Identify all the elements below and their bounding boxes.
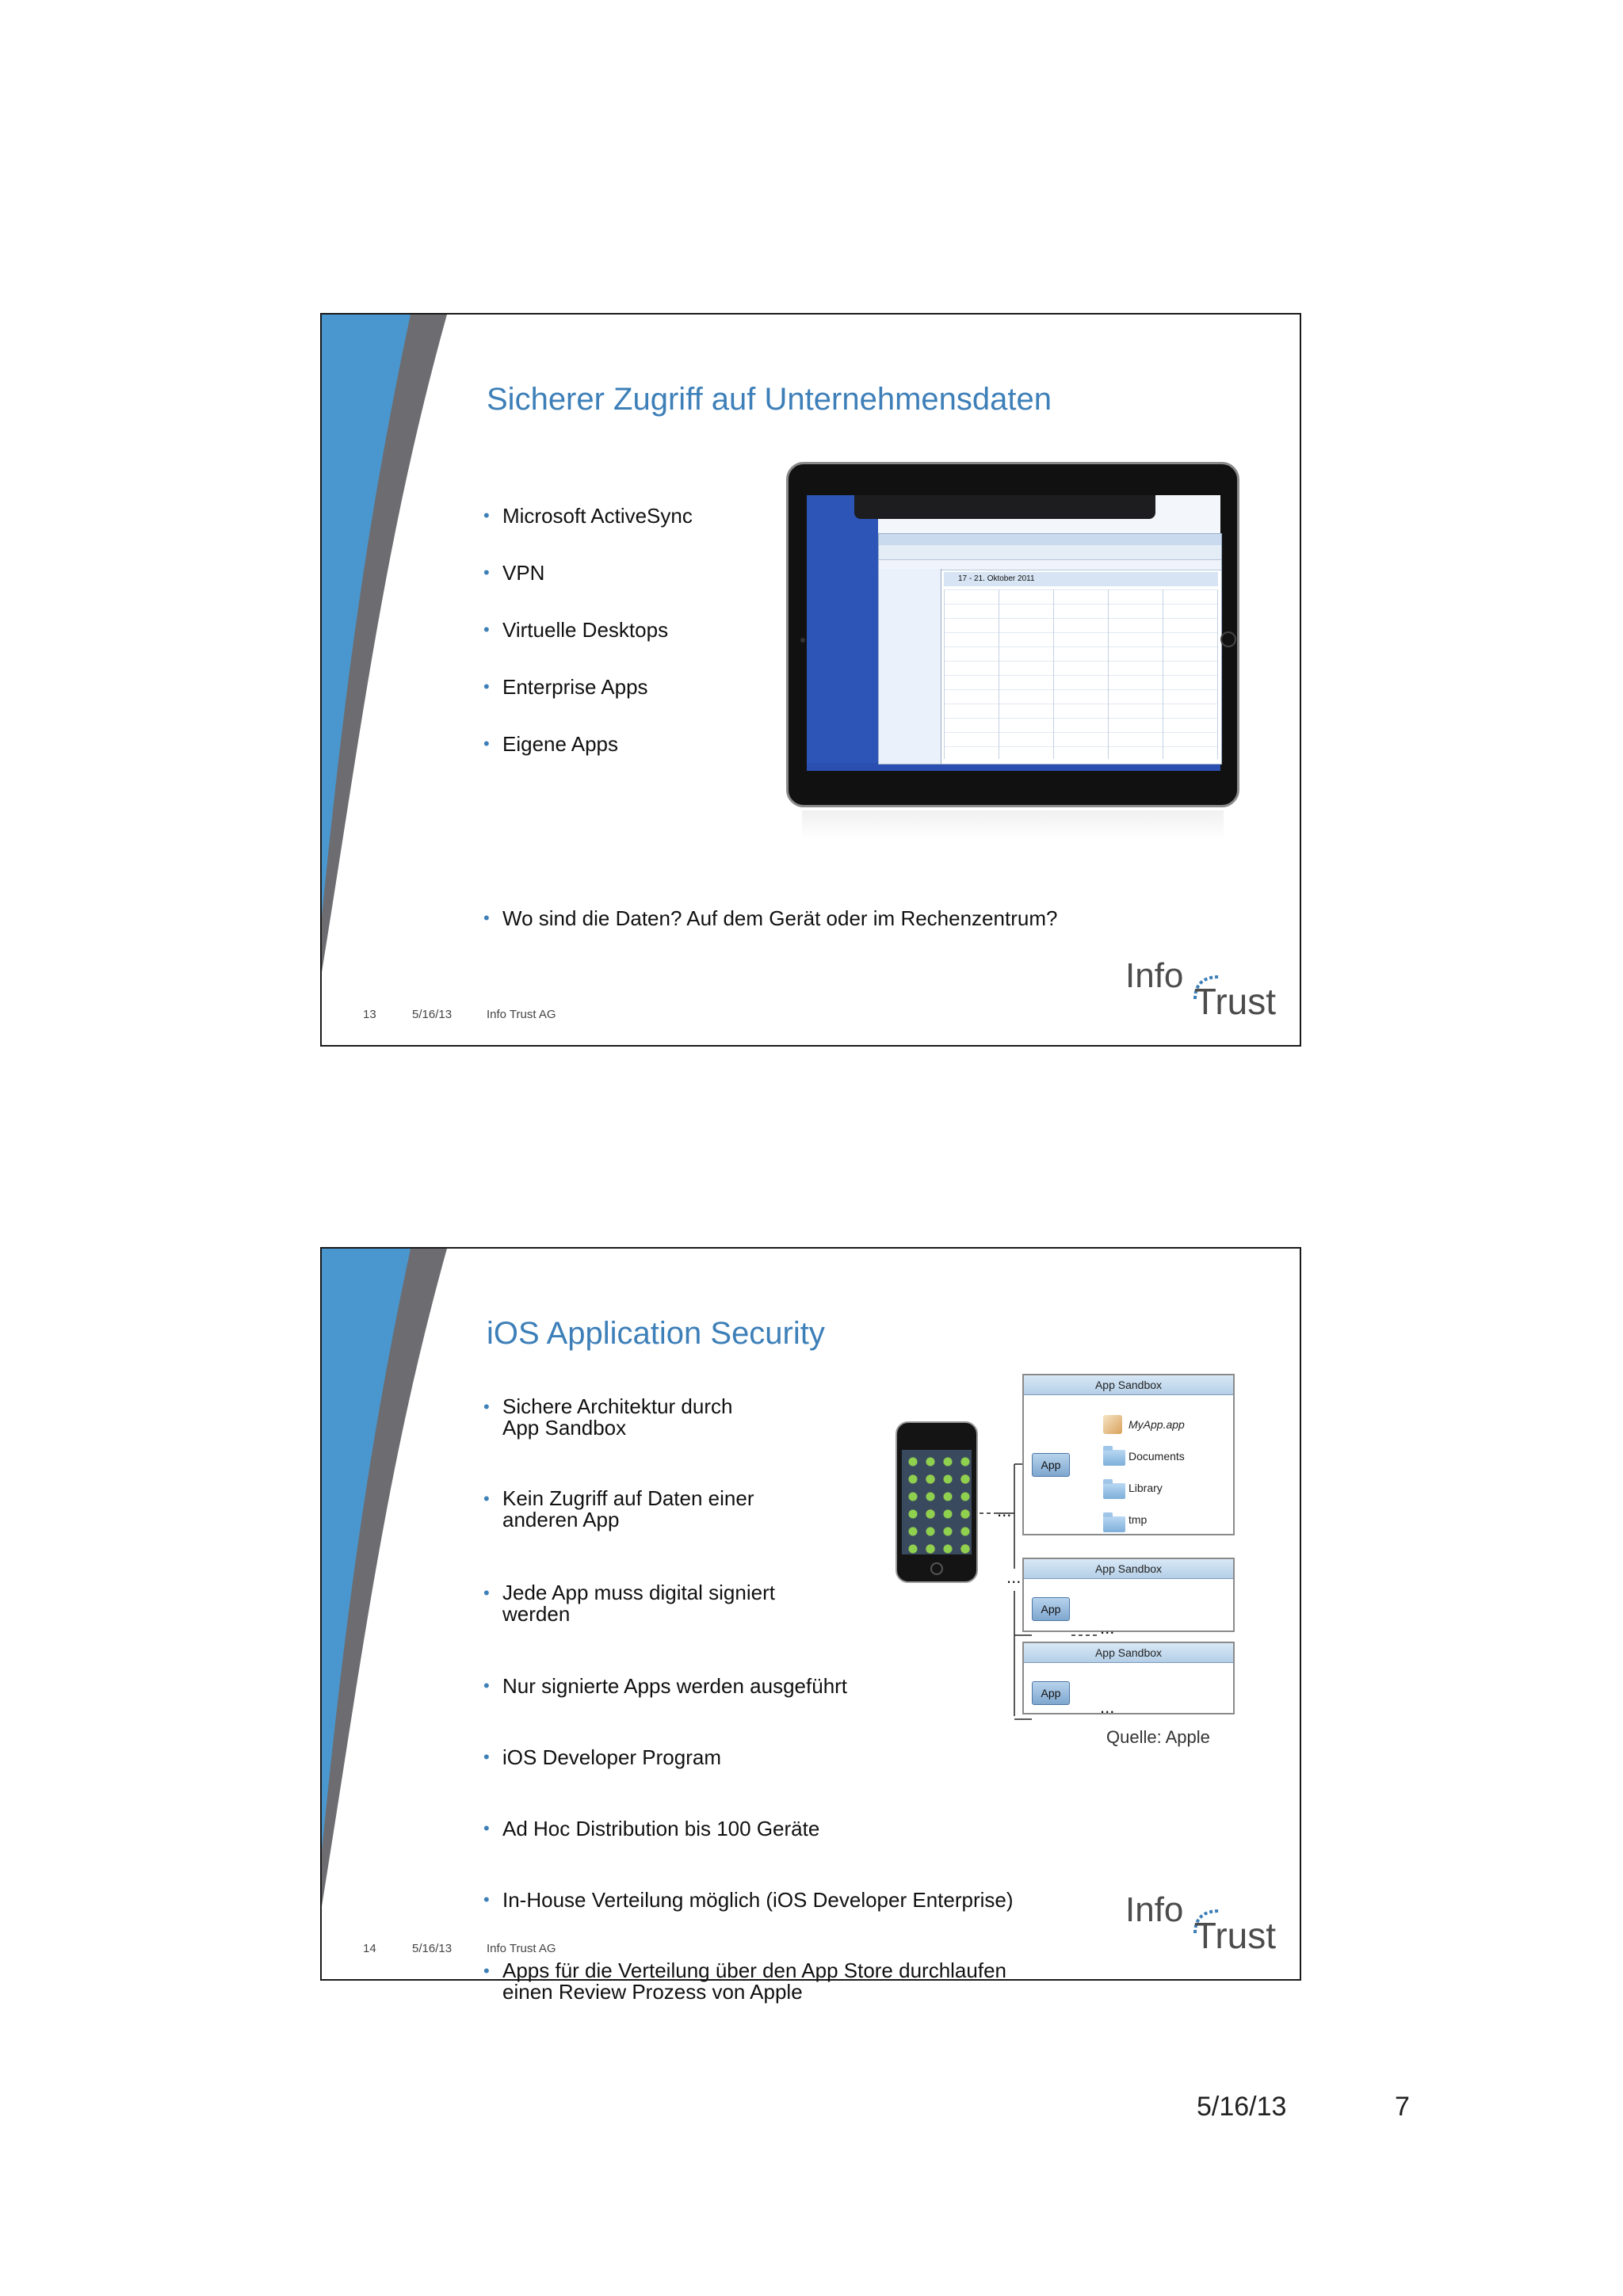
myapp-icon (1103, 1415, 1122, 1434)
bullet-item: • Virtuelle Desktops (483, 618, 669, 642)
slide-14 (320, 1247, 1301, 2004)
ellipsis: ... (1100, 1697, 1115, 1717)
ellipsis: ... (1006, 1567, 1022, 1587)
source-caption: Quelle: Apple (1106, 1727, 1210, 1747)
app-box: App (1032, 1453, 1070, 1477)
library-label: Library (1128, 1482, 1163, 1494)
sandbox-diagram (980, 1374, 1296, 1762)
tmp-label: tmp (1128, 1513, 1148, 1526)
bullet-item: • Apps für die Verteilung über den App Store durchlaufen einen Review Prozess von Apple (483, 1958, 1006, 2004)
slide-date: 5/16/13 (412, 1942, 453, 1955)
bullet-item: • Nur signierte Apps werden ausgeführt (483, 1674, 848, 1698)
bullet-item: • Kein Zugriff auf Daten einer anderen App (483, 1486, 754, 1531)
folder-icon (1103, 1450, 1125, 1466)
slide-date: 5/16/13 (412, 1008, 453, 1021)
ellipsis: ... (1100, 1618, 1115, 1638)
bullet-item: • Enterprise Apps (483, 675, 648, 699)
app-sandbox: App Sandbox (1022, 1374, 1235, 1535)
app-box: App (1032, 1681, 1070, 1705)
slide-company: Info Trust AG (487, 1008, 556, 1021)
page-date: 5/16/13 (1197, 2092, 1287, 2122)
bullet-item: • Microsoft ActiveSync (483, 504, 693, 528)
slide-number: 14 (363, 1942, 376, 1955)
iphone-image (896, 1421, 978, 1583)
slide-13 (320, 313, 1301, 1047)
slide-number: 13 (363, 1008, 376, 1021)
ellipsis: ... (997, 1501, 1012, 1520)
myapp-label: MyApp.app (1128, 1418, 1185, 1431)
bullet-item: • Eigene Apps (483, 732, 619, 756)
app-sandbox: App Sandbox (1022, 1642, 1235, 1714)
app-sandbox: App Sandbox (1022, 1558, 1235, 1632)
bullet-item: • In-House Verteilung möglich (iOS Developer Enterprise) (483, 1888, 1014, 1912)
infotrust-logo: Info Trust (1125, 956, 1276, 1022)
question-bullet (483, 906, 1058, 930)
documents-label: Documents (1128, 1450, 1185, 1463)
folder-icon (1103, 1483, 1125, 1499)
page-number: 7 (1395, 2092, 1410, 2122)
bullet-item: • iOS Developer Program (483, 1745, 721, 1769)
bullet-item: • Jede App muss digital signiert werden (483, 1581, 775, 1626)
slide-title: Sicherer Zugriff auf Unternehmensdaten (487, 382, 1052, 417)
bullet-list (483, 504, 693, 756)
slide-decoration (322, 315, 456, 1048)
bullet-item: • Ad Hoc Distribution bis 100 Geräte (483, 1817, 820, 1840)
app-box: App (1032, 1597, 1070, 1621)
slide-decoration (322, 1249, 456, 1982)
infotrust-logo: Info Trust (1125, 1890, 1276, 1956)
tablet-image: 17 - 21. Oktober 2011 (786, 462, 1239, 810)
slide-title: iOS Application Security (487, 1316, 825, 1351)
slide-company: Info Trust AG (487, 1942, 556, 1955)
bullet-item: • VPN (483, 561, 545, 585)
bullet-item: • Sichere Architektur durch App Sandbox (483, 1394, 733, 1440)
folder-icon (1103, 1516, 1125, 1532)
bullet-item: • Wo sind die Daten? Auf dem Gerät oder im Rechenzentrum? (483, 906, 1058, 930)
